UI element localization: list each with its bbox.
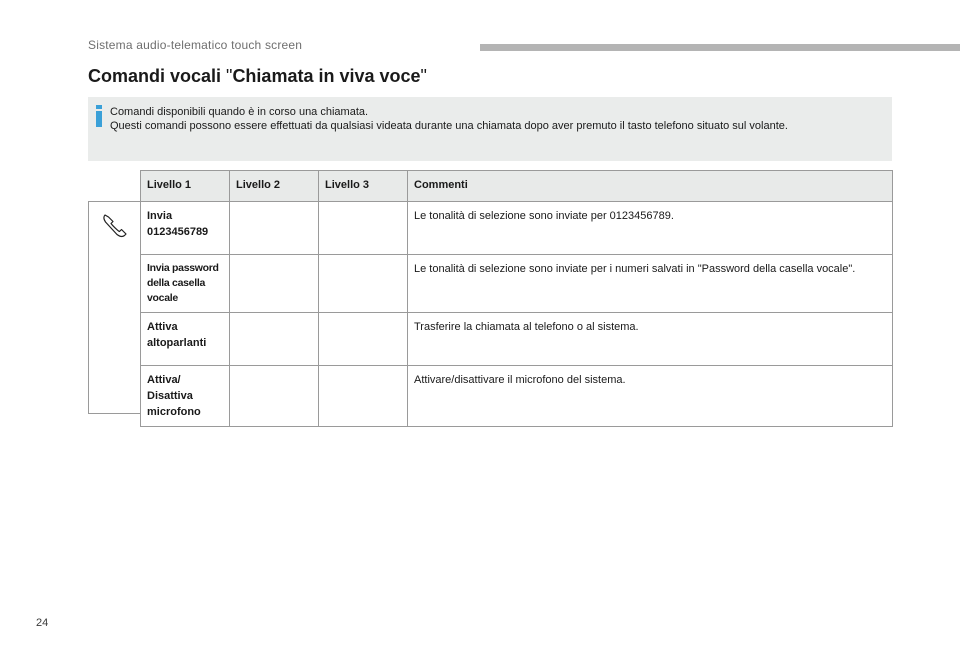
header-livello-3: Livello 3: [319, 171, 408, 202]
cell-livello-2: [230, 313, 319, 366]
info-text: [110, 105, 788, 133]
info-i-icon: [95, 105, 103, 127]
header-livello-1: Livello 1: [141, 171, 230, 202]
cell-livello-2: [230, 202, 319, 255]
header-commenti: Commenti: [408, 171, 893, 202]
header-rule: [480, 44, 960, 51]
page-title-main: Comandi vocali: [88, 66, 227, 86]
cell-livello-3: [319, 255, 408, 313]
cell-livello-3: [319, 202, 408, 255]
info-line-2: Questi comandi possono essere effettuati da qualsiasi videata durante una chiamata dopo aver premuto il tasto telefono situato sul volante.: [110, 120, 788, 132]
table-row: [141, 366, 893, 427]
cell-commento: Trasferire la chiamata al telefono o al sistema.: [408, 313, 893, 366]
cell-livello-1: Invia 0123456789: [141, 202, 230, 255]
title-quote-close: ": [420, 66, 427, 86]
cell-livello-2: [230, 366, 319, 427]
cell-livello-2: [230, 255, 319, 313]
cell-commento: Attivare/disattivare il microfono del sistema.: [408, 366, 893, 427]
commands-table: [140, 170, 893, 427]
table-row: [141, 255, 893, 313]
page-number: 24: [36, 617, 49, 629]
cell-commento: Le tonalità di selezione sono inviate per i numeri salvati in "Password della casella vocale".: [408, 255, 893, 313]
title-quote-open: ": [226, 66, 233, 86]
cell-livello-1: Attiva/ Disattiva microfono: [141, 366, 230, 427]
table-header-row: [141, 171, 893, 202]
cell-livello-1: Attiva altoparlanti: [141, 313, 230, 366]
cell-livello-3: [319, 366, 408, 427]
info-box: [88, 97, 892, 161]
phone-handset-icon: [101, 212, 129, 240]
cell-livello-3: [319, 313, 408, 366]
running-header: Sistema audio-telematico touch screen: [88, 38, 303, 52]
cell-livello-1: Invia password della casella vocale: [141, 255, 230, 313]
page-title: [88, 66, 427, 87]
info-line-1: Comandi disponibili quando è in corso una chiamata.: [110, 106, 369, 118]
table-row: [141, 202, 893, 255]
header-livello-2: Livello 2: [230, 171, 319, 202]
phone-icon-cell: [88, 201, 140, 414]
page-title-emphasis: Chiamata in viva voce: [232, 66, 421, 86]
cell-commento: Le tonalità di selezione sono inviate per 0123456789.: [408, 202, 893, 255]
table-row: [141, 313, 893, 366]
